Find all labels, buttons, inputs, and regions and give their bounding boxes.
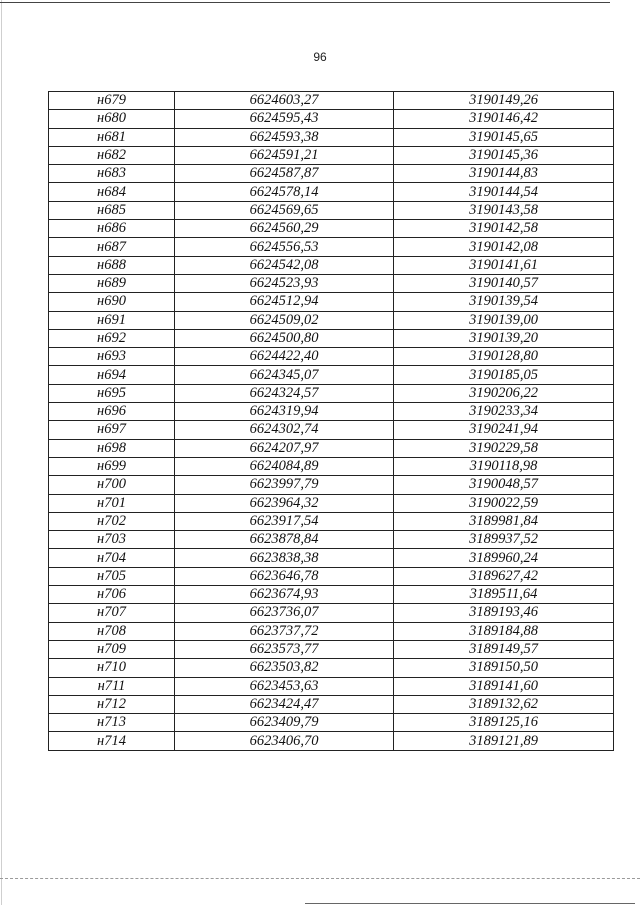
point-number-cell: н705 [49, 567, 175, 585]
x-coordinate-cell: 6624084,89 [175, 457, 394, 475]
table-row [49, 604, 614, 622]
point-number-cell: н691 [49, 311, 175, 329]
table-row [49, 311, 614, 329]
y-coordinate-cell: 3190139,20 [394, 329, 614, 347]
y-coordinate-cell: 3189960,24 [394, 549, 614, 567]
table-row [49, 92, 614, 110]
y-coordinate-cell: 3189184,88 [394, 622, 614, 640]
table-row [49, 293, 614, 311]
y-coordinate-cell: 3189121,89 [394, 732, 614, 750]
x-coordinate-cell: 6624593,38 [175, 128, 394, 146]
point-number-cell: н685 [49, 201, 175, 219]
x-coordinate-cell: 6624603,27 [175, 92, 394, 110]
point-number-cell: н696 [49, 403, 175, 421]
table-row [49, 366, 614, 384]
y-coordinate-cell: 3190118,98 [394, 457, 614, 475]
table-row [49, 329, 614, 347]
y-coordinate-cell: 3190229,58 [394, 439, 614, 457]
table-row [49, 457, 614, 475]
table-row [49, 238, 614, 256]
table-row [49, 146, 614, 164]
y-coordinate-cell: 3190206,22 [394, 384, 614, 402]
point-number-cell: н684 [49, 183, 175, 201]
x-coordinate-cell: 6623917,54 [175, 512, 394, 530]
y-coordinate-cell: 3190149,26 [394, 92, 614, 110]
y-coordinate-cell: 3190141,61 [394, 256, 614, 274]
coordinates-table [48, 91, 614, 751]
table-row [49, 512, 614, 530]
point-number-cell: н683 [49, 165, 175, 183]
x-coordinate-cell: 6624512,94 [175, 293, 394, 311]
table-row [49, 476, 614, 494]
table-row [49, 549, 614, 567]
y-coordinate-cell: 3189627,42 [394, 567, 614, 585]
x-coordinate-cell: 6624345,07 [175, 366, 394, 384]
y-coordinate-cell: 3190139,00 [394, 311, 614, 329]
y-coordinate-cell: 3190185,05 [394, 366, 614, 384]
y-coordinate-cell: 3190233,34 [394, 403, 614, 421]
x-coordinate-cell: 6624509,02 [175, 311, 394, 329]
point-number-cell: н701 [49, 494, 175, 512]
x-coordinate-cell: 6624569,65 [175, 201, 394, 219]
point-number-cell: н698 [49, 439, 175, 457]
table-row [49, 220, 614, 238]
table-row [49, 640, 614, 658]
x-coordinate-cell: 6623453,63 [175, 677, 394, 695]
x-coordinate-cell: 6623503,82 [175, 659, 394, 677]
table-row [49, 695, 614, 713]
y-coordinate-cell: 3190144,83 [394, 165, 614, 183]
table-row [49, 274, 614, 292]
x-coordinate-cell: 6624523,93 [175, 274, 394, 292]
point-number-cell: н686 [49, 220, 175, 238]
x-coordinate-cell: 6624591,21 [175, 146, 394, 164]
x-coordinate-cell: 6623737,72 [175, 622, 394, 640]
table-row [49, 622, 614, 640]
page-number: 96 [313, 50, 327, 64]
x-coordinate-cell: 6623646,78 [175, 567, 394, 585]
table-row [49, 586, 614, 604]
table-row [49, 348, 614, 366]
y-coordinate-cell: 3189937,52 [394, 531, 614, 549]
x-coordinate-cell: 6624500,80 [175, 329, 394, 347]
point-number-cell: н679 [49, 92, 175, 110]
point-number-cell: н712 [49, 695, 175, 713]
y-coordinate-cell: 3190144,54 [394, 183, 614, 201]
y-coordinate-cell: 3189141,60 [394, 677, 614, 695]
x-coordinate-cell: 6623964,32 [175, 494, 394, 512]
y-coordinate-cell: 3190022,59 [394, 494, 614, 512]
table-row [49, 165, 614, 183]
x-coordinate-cell: 6624595,43 [175, 110, 394, 128]
point-number-cell: н703 [49, 531, 175, 549]
y-coordinate-cell: 3190143,58 [394, 201, 614, 219]
point-number-cell: н692 [49, 329, 175, 347]
point-number-cell: н695 [49, 384, 175, 402]
y-coordinate-cell: 3189193,46 [394, 604, 614, 622]
table-row [49, 403, 614, 421]
x-coordinate-cell: 6623838,38 [175, 549, 394, 567]
point-number-cell: н687 [49, 238, 175, 256]
y-coordinate-cell: 3190145,36 [394, 146, 614, 164]
x-coordinate-cell: 6623736,07 [175, 604, 394, 622]
x-coordinate-cell: 6623674,93 [175, 586, 394, 604]
y-coordinate-cell: 3189150,50 [394, 659, 614, 677]
point-number-cell: н710 [49, 659, 175, 677]
y-coordinate-cell: 3189149,57 [394, 640, 614, 658]
y-coordinate-cell: 3190128,80 [394, 348, 614, 366]
point-number-cell: н711 [49, 677, 175, 695]
x-coordinate-cell: 6623878,84 [175, 531, 394, 549]
table-row [49, 201, 614, 219]
y-coordinate-cell: 3190048,57 [394, 476, 614, 494]
x-coordinate-cell: 6624556,53 [175, 238, 394, 256]
point-number-cell: н689 [49, 274, 175, 292]
y-coordinate-cell: 3190142,08 [394, 238, 614, 256]
x-coordinate-cell: 6624542,08 [175, 256, 394, 274]
point-number-cell: н688 [49, 256, 175, 274]
y-coordinate-cell: 3189132,62 [394, 695, 614, 713]
scan-left-edge [1, 0, 2, 905]
table-row [49, 183, 614, 201]
table-row [49, 714, 614, 732]
y-coordinate-cell: 3190140,57 [394, 274, 614, 292]
point-number-cell: н681 [49, 128, 175, 146]
x-coordinate-cell: 6624207,97 [175, 439, 394, 457]
bottom-scan-line [0, 878, 640, 880]
table-row [49, 110, 614, 128]
point-number-cell: н690 [49, 293, 175, 311]
y-coordinate-cell: 3189981,84 [394, 512, 614, 530]
x-coordinate-cell: 6624560,29 [175, 220, 394, 238]
top-rule [0, 2, 610, 3]
table-row [49, 732, 614, 750]
point-number-cell: н682 [49, 146, 175, 164]
table-row [49, 128, 614, 146]
y-coordinate-cell: 3189125,16 [394, 714, 614, 732]
table-row [49, 384, 614, 402]
x-coordinate-cell: 6624587,87 [175, 165, 394, 183]
y-coordinate-cell: 3190142,58 [394, 220, 614, 238]
bottom-rule [305, 903, 635, 904]
x-coordinate-cell: 6624422,40 [175, 348, 394, 366]
x-coordinate-cell: 6623406,70 [175, 732, 394, 750]
point-number-cell: н709 [49, 640, 175, 658]
x-coordinate-cell: 6624324,57 [175, 384, 394, 402]
table-row [49, 531, 614, 549]
table-row [49, 677, 614, 695]
coordinates-table-body [49, 92, 614, 751]
table-row [49, 256, 614, 274]
y-coordinate-cell: 3189511,64 [394, 586, 614, 604]
point-number-cell: н693 [49, 348, 175, 366]
point-number-cell: н707 [49, 604, 175, 622]
x-coordinate-cell: 6624578,14 [175, 183, 394, 201]
point-number-cell: н708 [49, 622, 175, 640]
x-coordinate-cell: 6624302,74 [175, 421, 394, 439]
point-number-cell: н697 [49, 421, 175, 439]
point-number-cell: н680 [49, 110, 175, 128]
table-row [49, 567, 614, 585]
y-coordinate-cell: 3190145,65 [394, 128, 614, 146]
point-number-cell: н713 [49, 714, 175, 732]
x-coordinate-cell: 6623409,79 [175, 714, 394, 732]
table-row [49, 439, 614, 457]
x-coordinate-cell: 6623424,47 [175, 695, 394, 713]
point-number-cell: н699 [49, 457, 175, 475]
point-number-cell: н700 [49, 476, 175, 494]
x-coordinate-cell: 6623573,77 [175, 640, 394, 658]
point-number-cell: н694 [49, 366, 175, 384]
y-coordinate-cell: 3190241,94 [394, 421, 614, 439]
y-coordinate-cell: 3190146,42 [394, 110, 614, 128]
table-row [49, 421, 614, 439]
point-number-cell: н704 [49, 549, 175, 567]
x-coordinate-cell: 6623997,79 [175, 476, 394, 494]
table-row [49, 659, 614, 677]
table-row [49, 494, 614, 512]
x-coordinate-cell: 6624319,94 [175, 403, 394, 421]
y-coordinate-cell: 3190139,54 [394, 293, 614, 311]
point-number-cell: н702 [49, 512, 175, 530]
point-number-cell: н714 [49, 732, 175, 750]
point-number-cell: н706 [49, 586, 175, 604]
